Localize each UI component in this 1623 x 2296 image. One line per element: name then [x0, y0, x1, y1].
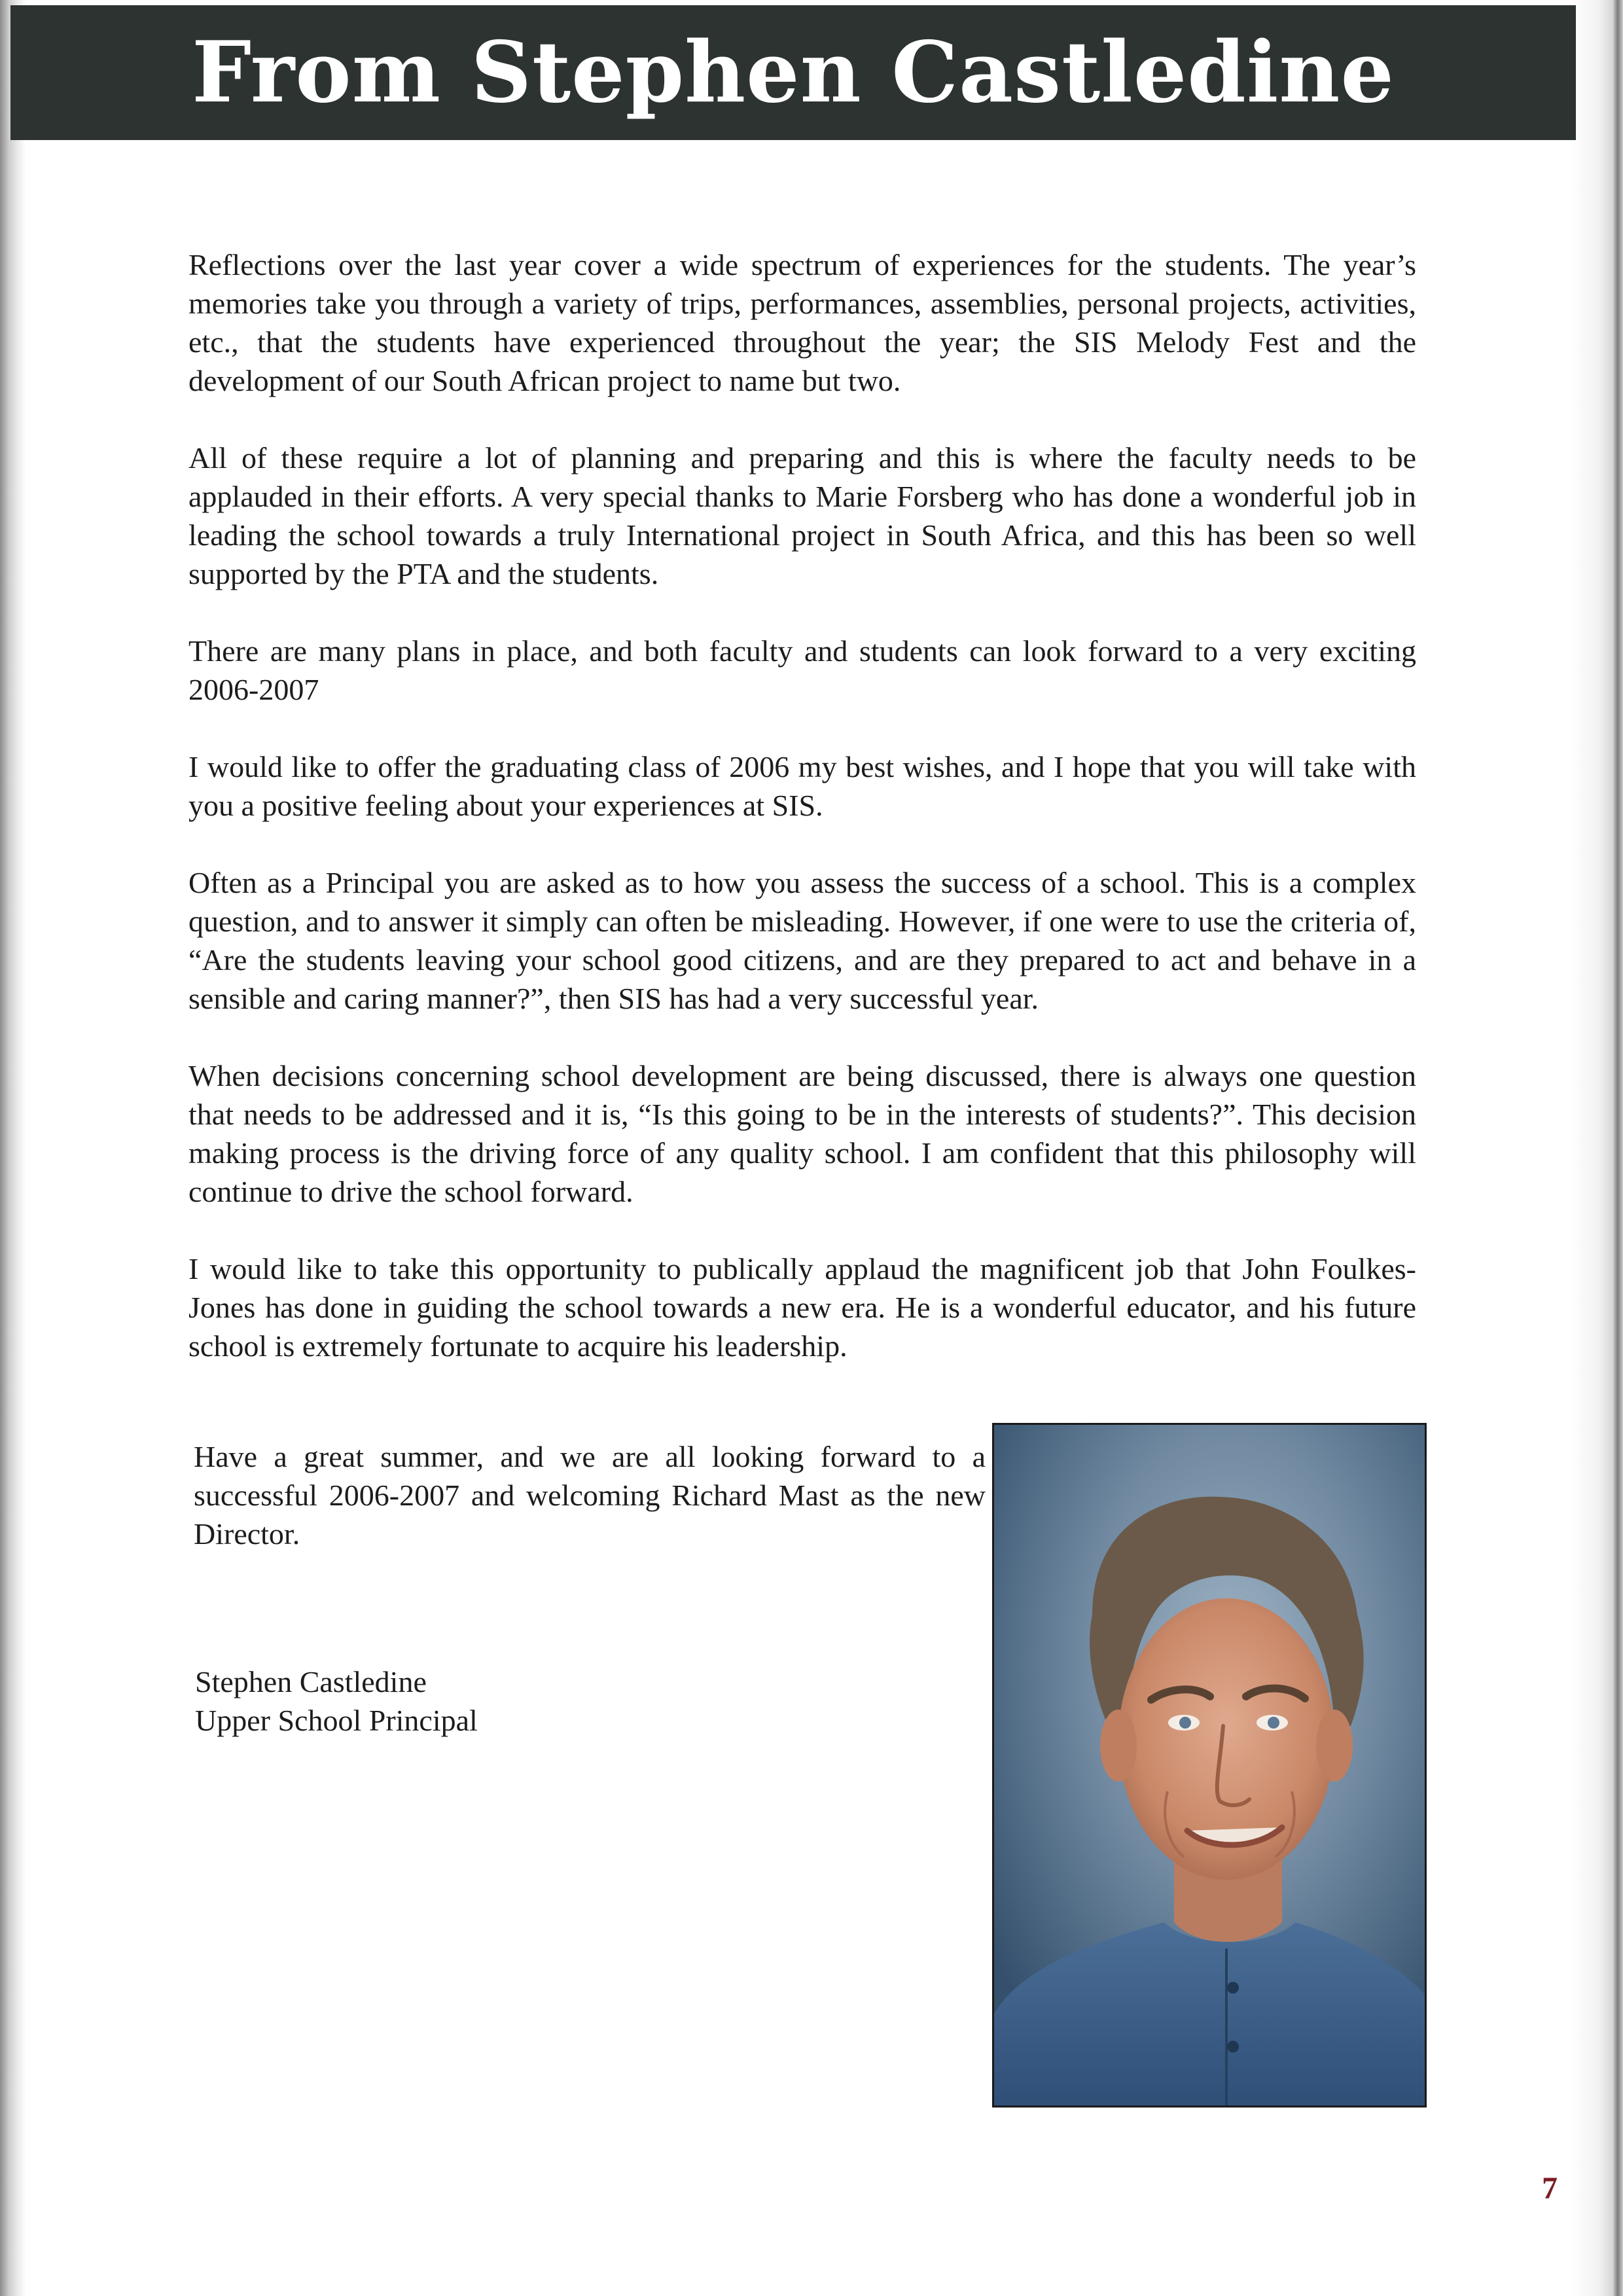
signature-block — [195, 1662, 478, 1740]
letter-body — [188, 245, 1416, 1404]
page-title: From Stephen Castledine — [192, 24, 1395, 122]
paragraph: There are many plans in place, and both faculty and students can look forward to a very exciting 2006-2007 — [188, 634, 1416, 706]
portrait-image-icon — [994, 1425, 1425, 2106]
paragraph: I would like to offer the graduating class of 2006 my best wishes, and I hope that you will take with you a positive feeling about your experiences at SIS. — [188, 750, 1416, 822]
binding-shadow — [0, 0, 26, 2296]
signature-role: Upper School Principal — [195, 1704, 478, 1737]
page-number: 7 — [1542, 2171, 1558, 2206]
portrait-photo — [992, 1423, 1427, 2108]
closing-paragraph: Have a great summer, and we are all looking forward to a successful 2006-2007 and welcoming Richard Mast as the new Director. — [194, 1440, 986, 1551]
paragraph: Reflections over the last year cover a wide spectrum of experiences for the students. The year’s memories take you through a variety of trips, performances, assemblies, personal projects, activities, etc., that the students have experienced throughout the year; the SIS Melody Fest and the development of our South African project to name but two. — [188, 248, 1416, 397]
scan-right-edge — [1571, 0, 1623, 2296]
header-band — [10, 5, 1576, 140]
signature-name: Stephen Castledine — [195, 1665, 427, 1698]
paragraph: When decisions concerning school development are being discussed, there is always one question that needs to be addressed and it is, “Is this going to be in the interests of students?”. This decision making process is the driving force of any quality school. I am confident that this philosophy will continue to drive the school forward. — [188, 1059, 1416, 1208]
paragraph: Often as a Principal you are asked as to how you assess the success of a school. This is a complex question, and to answer it simply can often be misleading. However, if one were to use the criteria of, “Are the students leaving your school good citizens, and are they prepared to act and behave in a sensible and caring manner?”, then SIS has had a very successful year. — [188, 866, 1416, 1015]
paragraph: All of these require a lot of planning and preparing and this is where the faculty needs to be applauded in their efforts. A very special thanks to Marie Forsberg who has done a wonderful job in leading the school towards a truly International project in South Africa, and this has been so well supported by the PTA and the students. — [188, 441, 1416, 590]
paragraph: I would like to take this opportunity to publically applaud the magnificent job that John Foulkes-Jones has done in guiding the school towards a new era. He is a wonderful educator, and his future school is extremely fortunate to acquire his leadership. — [188, 1252, 1416, 1363]
